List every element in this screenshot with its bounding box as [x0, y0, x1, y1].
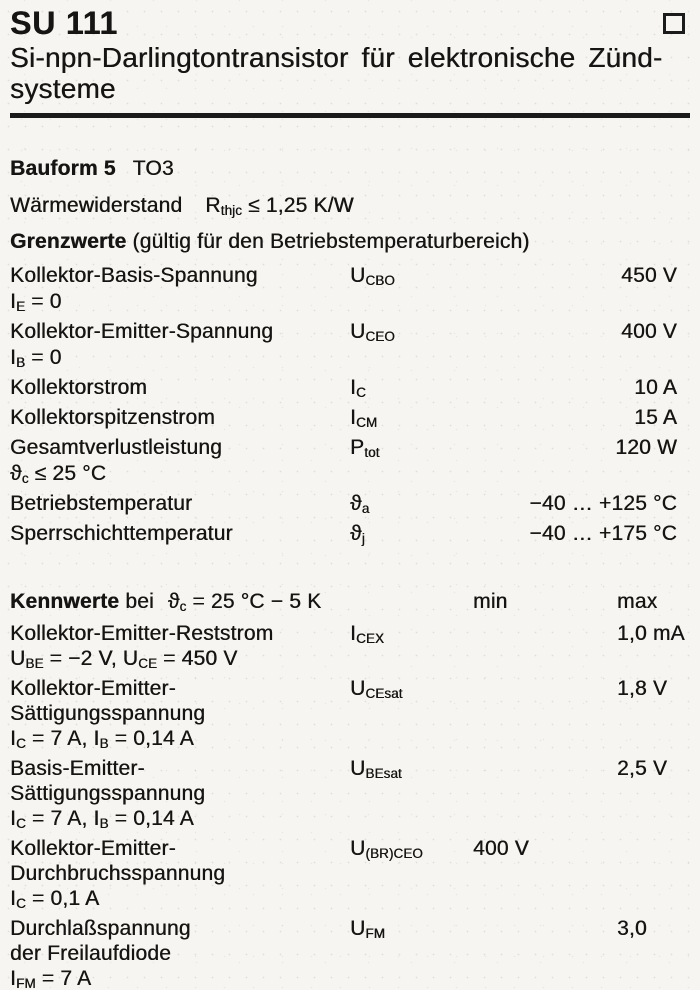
table-row [10, 263, 690, 315]
label-line: Sättigungsspannung [10, 782, 206, 805]
label-line: Betriebstemperatur [10, 492, 193, 515]
label-line: Kollektorstrom [10, 376, 148, 399]
column-header-min: min [473, 590, 508, 613]
label-line: Kollektor-Emitter- [10, 677, 176, 700]
label-line: $I_E = 0$ [10, 290, 62, 314]
parameter-symbol: $I_C$ [350, 376, 366, 400]
limit-values-heading-bold: Grenzwerte [10, 230, 127, 253]
label-line: $U_{BE} = -2$ V, $U_{CE} = 450$ V [10, 647, 238, 671]
max-value: 3,0 [617, 917, 647, 940]
label-line: Sperrschichttemperatur [10, 522, 233, 545]
label-line: Basis-Emitter- [10, 757, 145, 780]
characteristics-table [10, 621, 690, 990]
min-value [473, 676, 617, 751]
label-line: Kollektor-Emitter- [10, 837, 176, 860]
thermal-resistance-line [10, 193, 690, 219]
parameter-symbol: $I_{CM}$ [350, 406, 378, 430]
limit-values-heading-rest: (gültig für den Betriebstemperaturbereich) [126, 230, 530, 253]
table-row [10, 756, 690, 831]
label-line: Kollektor-Basis-Spannung [10, 264, 258, 287]
characteristics-heading-rest: bei [119, 590, 154, 613]
table-row [10, 621, 690, 671]
limit-values-table [10, 263, 690, 547]
parameter-symbol: $ϑ_j$ [350, 522, 365, 546]
square-marker-icon [663, 13, 685, 34]
parameter-label [10, 435, 350, 487]
parameter-label [10, 319, 350, 371]
max-value: 2,5 V [617, 757, 668, 780]
characteristics-heading [10, 589, 473, 615]
table-row [10, 521, 690, 547]
label-line: $I_C = 7$ A, $I_B = 0,14$ A [10, 727, 194, 751]
table-row [10, 676, 690, 751]
parameter-value: 400 V [621, 320, 677, 343]
label-line: der Freilaufdiode [10, 942, 171, 965]
parameter-label [10, 263, 350, 315]
parameter-symbol: $U_{(BR)CEO}$ [350, 837, 423, 861]
parameter-symbol: $U_{BEsat}$ [350, 757, 402, 781]
table-row [10, 491, 690, 517]
label-line: $I_B = 0$ [10, 346, 62, 370]
package-line [10, 156, 690, 182]
max-value: 1,8 V [617, 677, 668, 700]
device-description-line: Si-npn-Darlingtontransistor für elektronische Zünd- [10, 42, 663, 73]
parameter-symbol: $U_{CEO}$ [350, 320, 395, 344]
label-line: Durchlaßspannung [10, 917, 191, 940]
max-value [617, 836, 690, 911]
limit-values-heading [10, 229, 690, 255]
column-header-max: max [617, 590, 658, 613]
characteristics-heading-row [10, 589, 690, 615]
parameter-symbol: $U_{CBO}$ [350, 264, 395, 288]
label-line: Kollektor-Emitter-Spannung [10, 320, 274, 343]
characteristics-heading-formula: $ϑ_c = 25$ °C − 5 K [167, 590, 322, 614]
parameter-label [10, 916, 350, 990]
parameter-label [10, 676, 350, 751]
table-row [10, 916, 690, 990]
header-rule [10, 113, 690, 118]
parameter-symbol: $I_{CEX}$ [350, 622, 384, 646]
parameter-symbol: $ϑ_a$ [350, 492, 370, 516]
thermal-resistance-formula: $R_{thjc} \le 1,25$ K/W [205, 194, 354, 218]
device-description [10, 42, 690, 104]
table-row [10, 319, 690, 371]
parameter-label [10, 521, 350, 547]
parameter-label [10, 756, 350, 831]
table-row [10, 435, 690, 487]
parameter-symbol: $U_{CEsat}$ [350, 677, 403, 701]
label-line: Kollektor-Emitter-Reststrom [10, 622, 274, 645]
label-line: $I_{FM} = 7$ A [10, 967, 92, 990]
package-label: Bauform 5 [10, 157, 116, 180]
table-row [10, 836, 690, 911]
thermal-resistance-label: Wärmewiderstand [10, 194, 183, 217]
min-value [473, 916, 617, 990]
max-value: 1,0 mA [617, 622, 685, 645]
table-row [10, 405, 690, 431]
min-value [473, 756, 617, 831]
parameter-value: 120 W [615, 436, 677, 459]
parameter-label [10, 375, 350, 401]
label-line: $I_C = 0,1$ A [10, 887, 100, 911]
table-row [10, 375, 690, 401]
device-description-line: systeme [10, 73, 116, 104]
characteristics-heading-bold: Kennwerte [10, 590, 120, 613]
parameter-value: −40 … +175 °C [529, 522, 677, 545]
label-line: $ϑ_c \le 25$ °C [10, 462, 107, 486]
label-line: Kollektorspitzenstrom [10, 406, 215, 429]
parameter-value: 10 A [634, 376, 677, 399]
label-line: Gesamtverlustleistung [10, 436, 222, 459]
parameter-symbol: $P_{tot}$ [350, 436, 380, 460]
parameter-value: 15 A [634, 406, 677, 429]
page-title: SU 111 [10, 5, 119, 41]
parameter-label [10, 836, 350, 911]
parameter-value: −40 … +125 °C [529, 492, 677, 515]
parameter-value: 450 V [621, 264, 677, 287]
parameter-symbol: $U_{FM}$ [350, 917, 385, 941]
parameter-label [10, 621, 350, 671]
label-line: Durchbruchsspannung [10, 862, 226, 885]
min-value [473, 621, 617, 671]
parameter-label [10, 491, 350, 517]
label-line: Sättigungsspannung [10, 702, 206, 725]
label-line: $I_C = 7$ A, $I_B = 0,14$ A [10, 807, 194, 831]
package-value: TO3 [132, 157, 174, 180]
min-value: 400 V [473, 837, 529, 860]
parameter-label [10, 405, 350, 431]
